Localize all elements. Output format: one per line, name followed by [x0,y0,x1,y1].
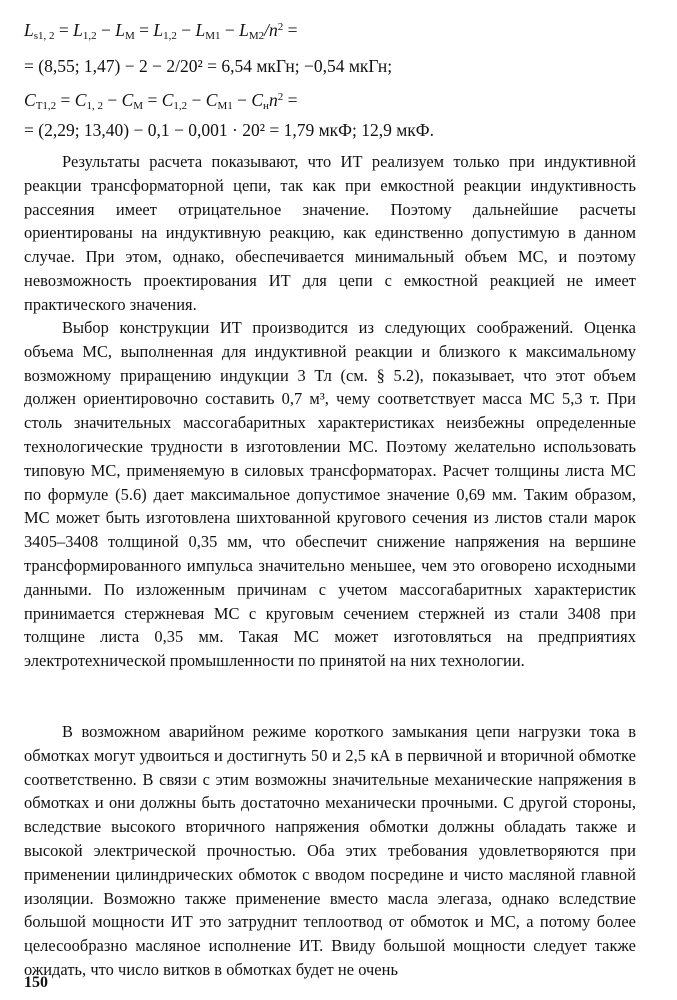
page-number: 150 [24,974,48,991]
formula-capacitance-line-1: $C_{T1,2} = C_{1, 2} - C_M = C_{1,2} - C_{M1} - C_нn^2$ = [24,90,298,112]
paragraph-design-choice: Выбор конструкции ИТ производится из следующих соображений. Оценка объема МС, выполненная для индуктивной реакции и близкого к максимальному возможному приращению индукции 3 Тл (см. § 5.2), показывает, что этот объем должен ориентировочно составить 0,7 м³, чему соответствует масса МС 5,3 т. При столь значительных массогабаритных характеристиках неизбежны определенные технологические трудности в изготовлении МС. Поэтому желательно использовать типовую МС, применяемую в силовых трансформаторах. Расчет толщины листа МС по формуле (5.6) дает максимальное допустимое значение 0,69 мм. Таким образом, МС может быть изготовлена шихтованной кругового сечения из листов стали марок 3405–3408 толщиной 0,35 мм, что обеспечит снижение напряжения на вершине трансформированного импульса значительно меньшее, чем это оговорено исходными данными. По изложенным причинам с учетом массогабаритных характеристик принимается стержневая МС с круговым сечением стержней из стали 3408 при толщине листа 0,35 мм. Такая МС может изготовляться на предприятиях электротехнической промышленности по принятой на них технологии. [24,318,636,671]
paragraph-short-circuit: В возможном аварийном режиме короткого замыкания цепи нагрузки тока в обмотках могут удвоиться и достигнуть 50 и 2,5 кА в первичной и вторичной обмотке соответственно. В связи с этим возможны значительные механические напряжения в обмотках и они должны быть достаточно механически прочными. С другой стороны, вследствие высокого вторичного напряжения обмотки должны обладать также и высокой электрической прочностью. Оба этих требования удовлетворяются при применении цилиндрических обмоток с вводом посредине и чисто масляной главной изоляции. Возможно также применение вместо масла элегаза, однако вследствие большой мощности ИТ это затруднит теплоотвод от обмоток и МС, а потому более целесообразно масляное исполнение ИТ. Ввиду большой мощности следует также ожидать, что число витков в обмотках будет не очень [24,722,636,979]
formula-inductance-line-1: $L_{s1, 2} = L_{1,2} - L_M = L_{1,2} - L_{M1} - L_{M2}/n^2$ = [24,20,298,42]
formula-capacitance-line-2: = (2,29; 13,40) − 0,1 − 0,001 · 20² = 1,79 мкФ; 12,9 мкФ. [24,120,434,140]
paragraph-results: Результаты расчета показывают, что ИТ реализуем только при индуктивной реакции трансформаторной цепи, так как при емкостной реакции индуктивность рассеяния имеет отрицательное значение. Поэтому дальнейшие расчеты ориентированы на индуктивную реакцию, как единственно допустимую в данном случае. При этом, однако, обеспечивается минимальный объем МС, и поэтому невозможность проектирования ИТ для цепи с емкостной реакцией не имеет практического значения. [24,152,636,314]
formula-inductance-line-2: = (8,55; 1,47) − 2 − 2/20² = 6,54 мкГн; −0,54 мкГн; [24,56,393,76]
